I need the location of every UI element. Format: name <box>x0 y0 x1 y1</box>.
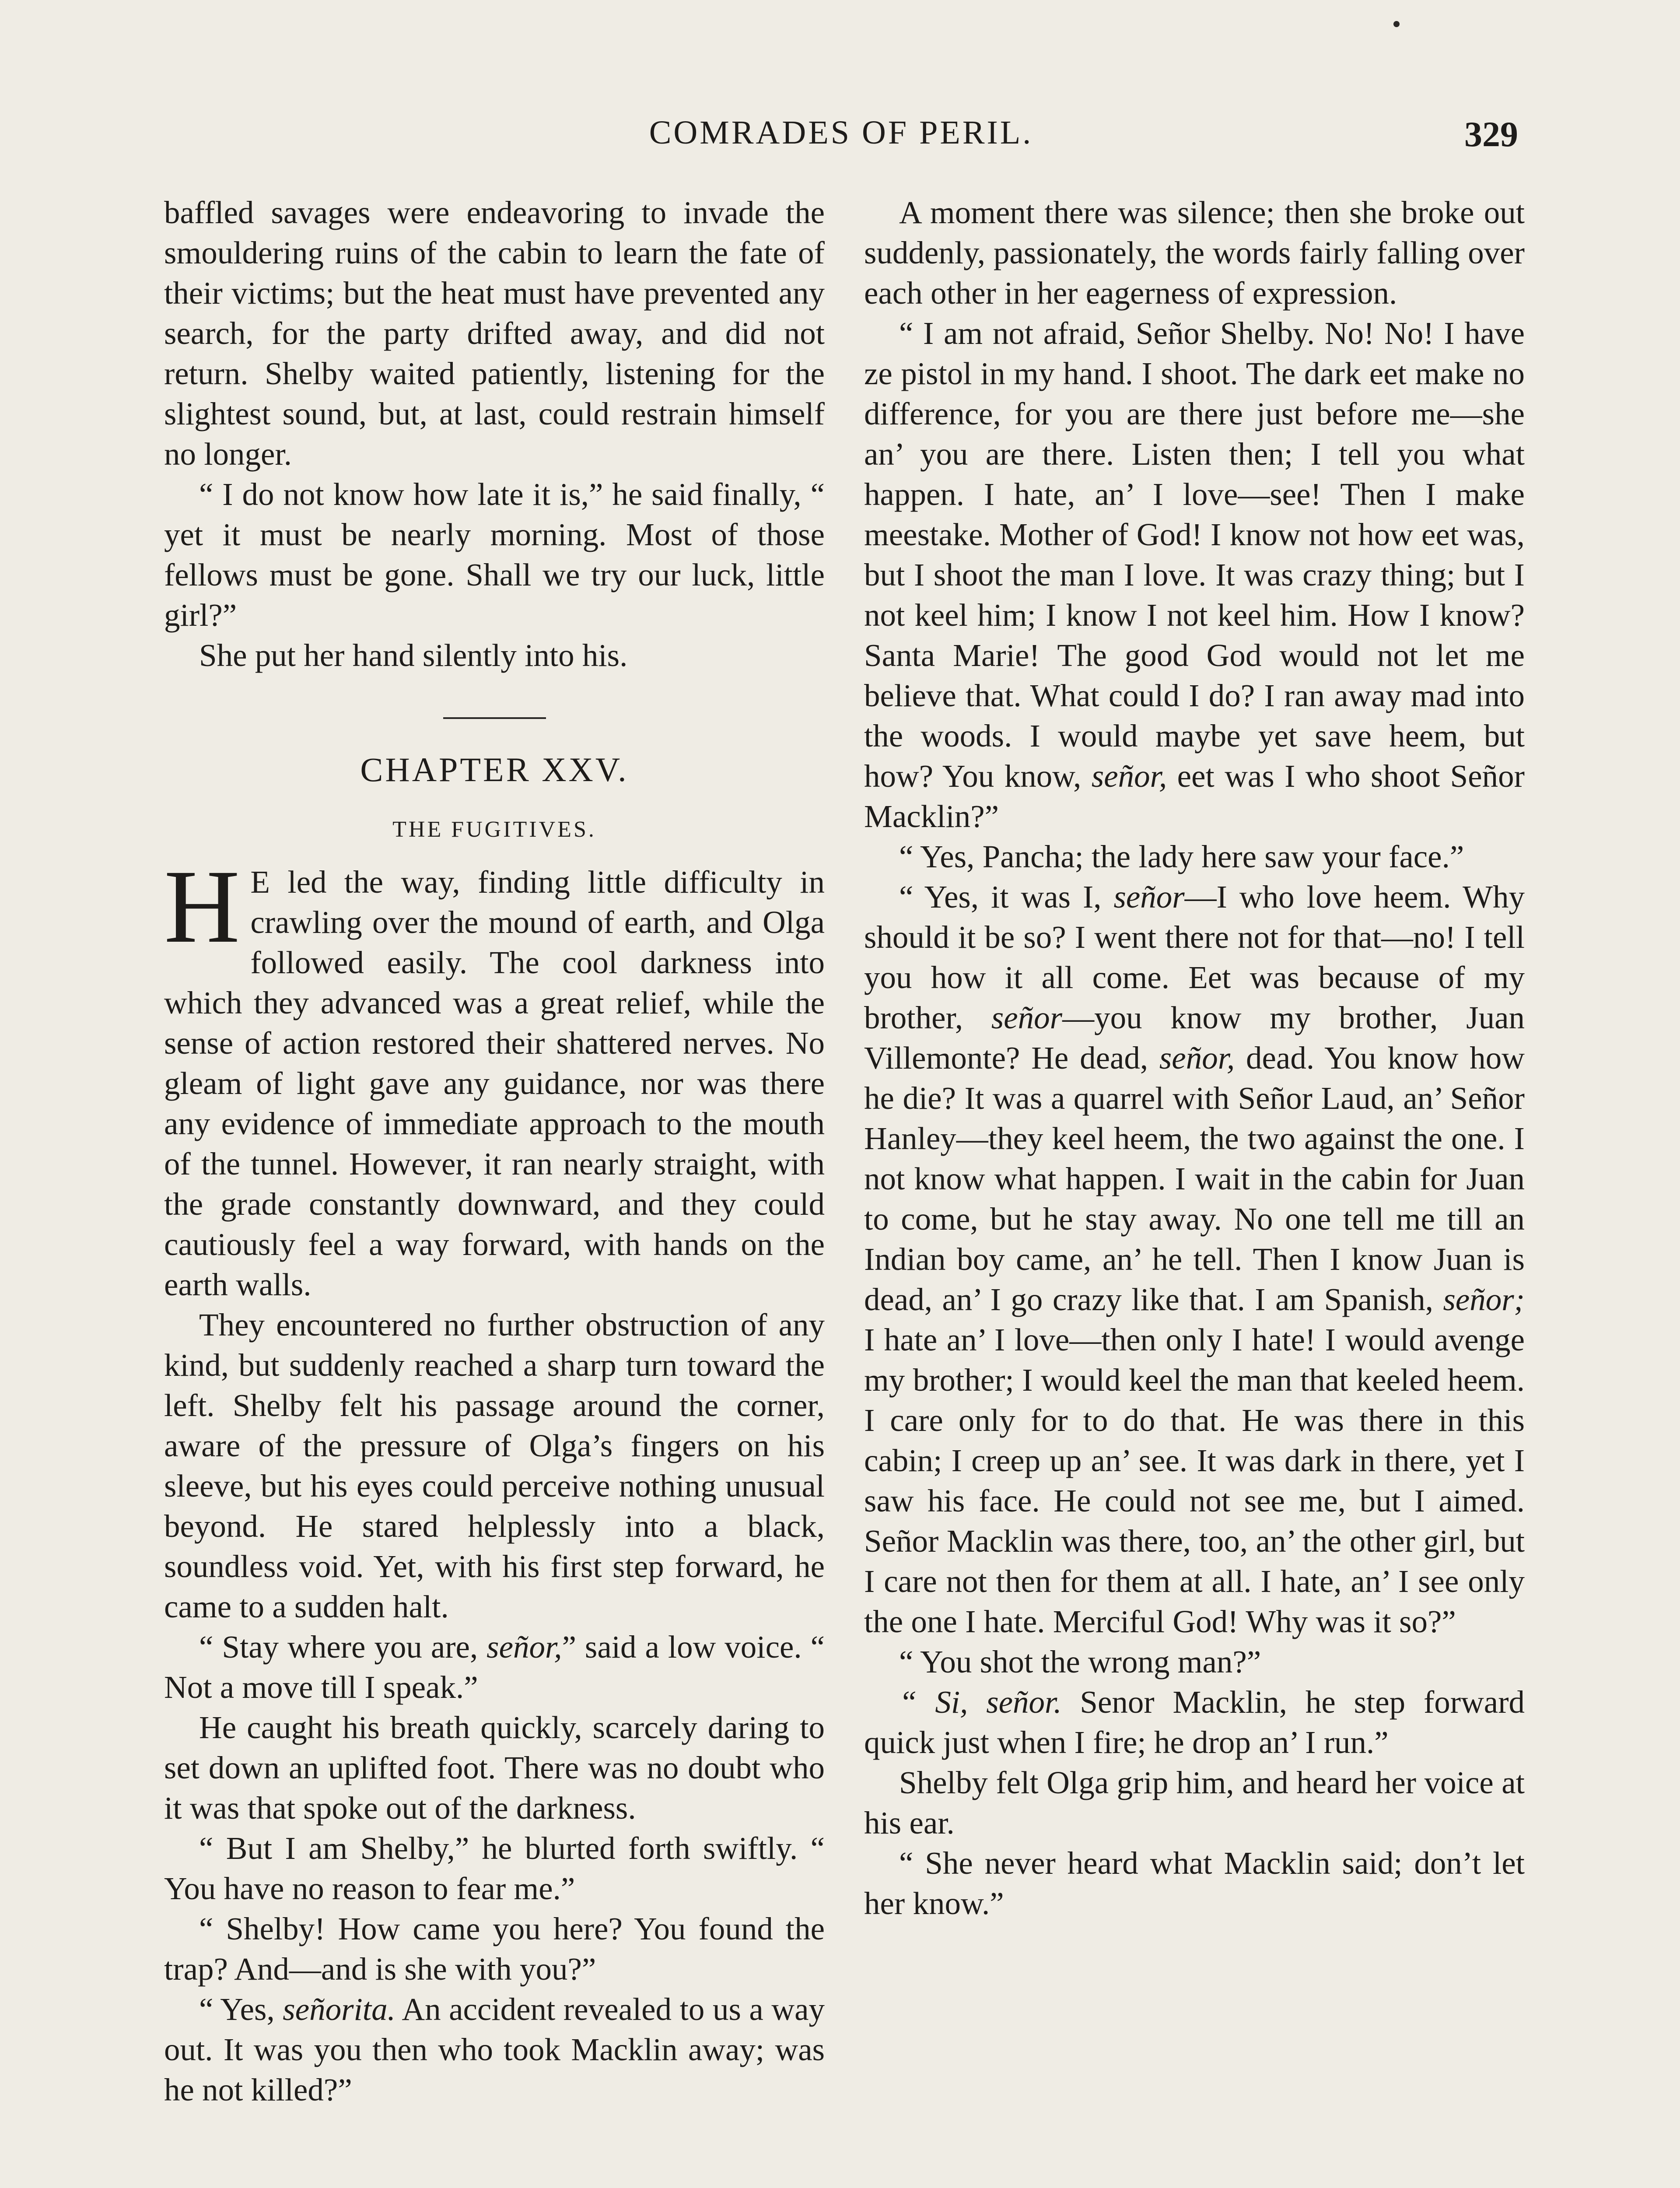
paragraph: Shelby felt Olga grip him, and heard her voice at his ear. <box>864 1765 1525 1841</box>
chapter-title: CHAPTER XXV. <box>360 750 629 789</box>
paragraph: “ You shot the wrong man?” <box>899 1644 1261 1680</box>
paragraph <box>864 1682 1525 1763</box>
paragraph <box>864 313 1525 837</box>
paragraph-text: E led the way, finding little difficulty in crawling over the mound of earth, and Olga followed easily. The cool darkness into which they advanced was a great relief, while the sense of action restored their shattered nerves. No gleam of light gave any guidance, nor was there any evidence of immediate approach to the mouth of the tunnel. However, it ran nearly straight, with the grade constantly downward, and they could cautiously feel a way forward, with hands on the earth walls. <box>164 864 825 1302</box>
italic-run: señor <box>1113 879 1185 915</box>
text-run: I hate an’ I love—then only I hate! I would avenge my brother; I would keel the man that keeled heem. I care only for to do that. He was there in this cabin; I creep up an’ see. It was dark in there, yet I saw his face. He could not see me, but I aimed. Señor Macklin was there, too, an’ the other girl, but I care not then for them at all. I hate, an’ I see only the one I hate. Merciful God! Why was it so?” <box>864 1322 1525 1639</box>
page-number: 329 <box>1464 114 1518 154</box>
paragraph: “ I do not know how late it is,” he said finally, “ yet it must be nearly morning. Most of those fellows must be gone. Shall we try our luck, little girl?” <box>164 477 825 633</box>
paragraph: “ She never heard what Macklin said; don’t let her know.” <box>864 1845 1525 1921</box>
text-run: eet was I who shoot Señor Macklin?” <box>864 758 1525 834</box>
ink-speck <box>1393 21 1400 27</box>
paragraph: “ Yes, Pancha; the lady here saw your face.” <box>899 839 1464 874</box>
italic-run: señor, <box>1159 1040 1235 1076</box>
left-column <box>164 193 825 2110</box>
paragraph <box>164 1989 825 2110</box>
paragraph: A moment there was silence; then she broke out suddenly, passionately, the words fairly falling over each other in her eagerness of expression. <box>864 195 1525 311</box>
drop-cap: H <box>164 848 240 964</box>
text-run: ” said a low voice. “ Not a move till I speak.” <box>164 1629 825 1705</box>
text-run: “ I am not afraid, Señor Shelby. No! No! I have ze pistol in my hand. I shoot. The dark eet make no difference, for you are there just before me—she an’ you are there. Listen then; I tell you what happen. I hate, an’ I love—see! Then I make meestake. Mother of God! I know not how eet was, but I shoot the man I love. It was crazy thing; but I not keel him; I know I not keel him. How I know? Santa Marie! The good God would not let me believe that. What could I do? I ran away mad into the woods. I would maybe yet save heem, but how? You know, <box>864 316 1525 794</box>
text-run: “ Stay where you are, <box>199 1629 487 1665</box>
paragraph <box>864 877 1525 1642</box>
text-run: —you know my brother, Juan Villemonte? He dead, <box>864 1000 1525 1076</box>
italic-run: señor <box>991 1000 1063 1035</box>
paragraph: They encountered no further obstruction of any kind, but suddenly reached a sharp turn toward the left. Shelby felt his passage around the corner, aware of the pressure of Olga’s fingers on his sleeve, but his eyes could perceive nothing unusual beyond. He stared helplessly into a black, soundless void. Yet, with his first step forward, he came to a sudden halt. <box>164 1307 825 1624</box>
paragraph-opening <box>164 848 825 1305</box>
text-run: An accident revealed to us a way out. It was you then who took Macklin away; was he not killed?” <box>164 1992 825 2107</box>
running-title: COMRADES OF PERIL. <box>649 114 1033 151</box>
text-run: Senor Macklin, he step forward quick just when I fire; he drop an’ I run.” <box>864 1684 1525 1760</box>
text-run: “ Yes, it was I, <box>899 879 1114 915</box>
paragraph: baffled savages were endeavoring to invade the smouldering ruins of the cabin to learn the fate of their victims; but the heat must have prevented any search, for the party drifted away, and did not return. Shelby waited patiently, listening for the slightest sound, but, at last, could restrain himself no longer. <box>164 195 825 472</box>
paragraph: “ Shelby! How came you here? You found the trap? And—and is she with you?” <box>164 1911 825 1987</box>
text-run: —I who love heem. Why should it be so? I went there not for that—no! I tell you how it all come. Eet was because of my brother, <box>864 879 1525 1035</box>
italic-run: señorita. <box>283 1992 396 2027</box>
text-run: “ Yes, <box>199 1992 283 2027</box>
chapter-subtitle: THE FUGITIVES. <box>392 817 596 842</box>
italic-run: señor, <box>1091 758 1167 794</box>
paragraph: “ But I am Shelby,” he blurted forth swiftly. “ You have no reason to fear me.” <box>164 1830 825 1906</box>
section-divider <box>443 717 546 719</box>
running-head <box>164 114 1518 162</box>
text-run: dead. You know how he die? It was a quarrel with Señor Laud, an’ Señor Hanley—they keel heem, the two against the one. I not know what happen. I wait in the cabin for Juan to come, but he stay away. No one tell me till an Indian boy came, an’ he tell. Then I know Juan is dead, an’ I go crazy like that. I am Spanish, <box>864 1040 1525 1317</box>
right-column <box>864 193 1525 1924</box>
paragraph <box>164 1627 825 1708</box>
italic-run: señor; <box>1443 1282 1525 1317</box>
paragraph: He caught his breath quickly, scarcely daring to set down an uplifted foot. There was no doubt who it was that spoke out of the darkness. <box>164 1710 825 1826</box>
italic-run: “ Si, señor. <box>899 1684 1062 1720</box>
paragraph: She put her hand silently into his. <box>199 638 628 673</box>
italic-run: señor, <box>486 1629 562 1665</box>
